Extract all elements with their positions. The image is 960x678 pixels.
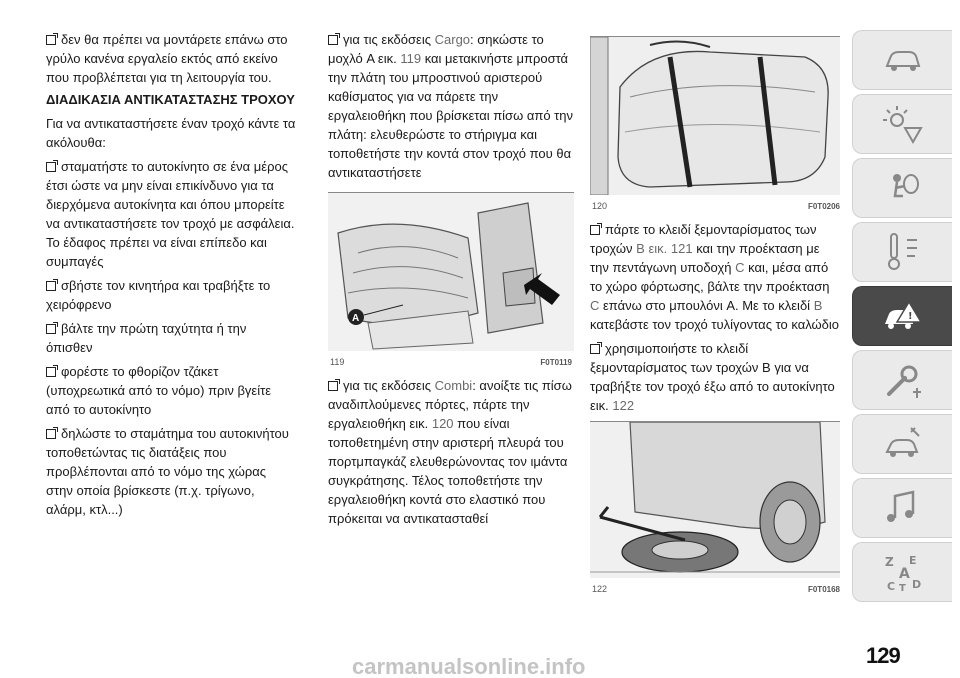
bullet-box-icon: [46, 162, 56, 172]
figure-number: 122: [592, 584, 608, 594]
figure-ref-122[interactable]: 122: [612, 398, 635, 413]
safety-airbag-icon: [881, 166, 925, 210]
figure-119-seat: [328, 192, 574, 350]
spare-wheel-illustration: [590, 422, 840, 578]
figure-code: F0T0206: [807, 202, 840, 211]
step-cargo-toolkit: για τις εκδόσεις Cargo: σηκώστε το μοχλό A εικ. 119 και μετακινήστε μπροστά την πλάτη του μπροστινού αριστερού καθίσματος για να πάρετε την εργαλειοθήκη που βρίσκεται πίσω από την πλάτη: ελευθερώστε το στήριγμα και τοποθετήστε την κοντά στον τροχό που θα αντικαταστήσετε: [328, 32, 574, 180]
watermark: carmanualsonline.info: [352, 654, 586, 678]
page-number: 129: [866, 643, 900, 668]
tab-multimedia[interactable]: [852, 478, 952, 538]
text-column-2: [328, 30, 574, 533]
bullet-box-icon: [46, 367, 56, 377]
index-letter: C: [886, 580, 895, 593]
tab-index[interactable]: [852, 542, 952, 602]
step-combi-toolkit: για τις εκδόσεις Combi: ανοίξτε τις πίσω αναδιπλούμενες πόρτες, πάρτε την εργαλειοθήκη εικ. 120 που είναι τοποθετημένη στην αριστερή πλευρά του πορτμπαγκάζ ελευθερώνοντας τον ιμάντα συγκράτησης. Τέλος τοποθετήστε την εργαλειοθήκη κοντά στο ελαστικό που πρόκειται να αντικατασταθεί: [328, 378, 572, 526]
figure-122-caption: [590, 577, 842, 593]
bullet-box-icon: [590, 225, 600, 235]
bullet-box-icon: [46, 324, 56, 334]
index-letter: A: [898, 566, 910, 582]
text-column-3: [590, 30, 842, 593]
starting-driving-icon: [881, 230, 925, 274]
svg-text:!: !: [907, 311, 913, 322]
bullet-box-icon: [590, 344, 600, 354]
toolbag-illustration: [590, 37, 840, 195]
bullet-box-icon: [46, 35, 56, 45]
figure-120-toolbag: [590, 36, 840, 194]
step-stop-vehicle: σταματήστε το αυτοκίνητο σε ένα μέρος έτσι ώστε να μην είναι επικίνδυνο για τα διερχόμενα αυτοκίνητα και όπου μπορείτε να αντικαταστήσετε τον τροχό με ασφάλεια. Το έδαφος πρέπει να είναι επίπεδο και συμπαγές: [46, 159, 295, 269]
step-jacket: φορέστε το φθορίζον τζάκετ (υποχρεωτικά από το νόμο) πριν βγείτε από το αυτοκίνητο: [46, 364, 272, 417]
car-info-icon: [881, 38, 925, 82]
tab-starting-driving[interactable]: [852, 222, 952, 282]
figure-code: F0T0119: [540, 358, 572, 367]
section-heading: ΔΙΑΔΙΚΑΣΙΑ ΑΝΤΙΚΑΤΑΣΤΑΣΗΣ ΤΡΟΧΟΥ: [46, 92, 295, 107]
bullet-box-icon: [46, 429, 56, 439]
index-letter: T: [898, 583, 906, 594]
dashboard-lights-icon: [881, 102, 925, 146]
seat-lever-illustration: [328, 193, 574, 351]
step-warning-devices: δηλώστε το σταμάτημα του αυτοκινήτου τοποθετώντας τις διατάξεις που προβλέπονται από το νόμο της χώρας στην οποία βρίσκεστε (π.χ. τρίγωνο, αλάρμ, κτλ...): [46, 426, 289, 517]
index-icon: [881, 550, 925, 594]
figure-ref-120[interactable]: 120: [431, 416, 454, 431]
chapter-tabs: [852, 30, 960, 606]
bullet-box-icon: [46, 281, 56, 291]
tab-maintenance[interactable]: [852, 350, 952, 410]
tab-technical-data[interactable]: [852, 414, 952, 474]
paragraph-tool-warning: δεν θα πρέπει να μοντάρετε επάνω στο γρύλο κανένα εργαλείο εκτός από εκείνο που προβλέπεται για τη λειτουργία του.: [46, 32, 288, 85]
technical-data-icon: [881, 422, 925, 466]
figure-number: 120: [592, 201, 608, 211]
figure-120-caption: [590, 194, 842, 210]
tab-dashboard-lights[interactable]: [852, 94, 952, 154]
step-take-wrench: πάρτε το κλειδί ξεμονταρίσματος των τροχών B εικ. 121 και την προέκταση με την πεντάγωνη υποδοχή C και, μέσα από το χώρο φόρτωσης, βάλτε την προέκταση C επάνω στο μπουλόνι A. Με το κλειδί B κατεβάστε τον τροχό τυλίγοντας το καλώδιο: [590, 222, 840, 332]
index-letter: Z: [884, 555, 894, 569]
bullet-box-icon: [328, 35, 338, 45]
bullet-box-icon: [328, 381, 338, 391]
index-letter: E: [908, 554, 917, 567]
step-engine-off: σβήστε τον κινητήρα και τραβήξτε το χειρόφρενο: [46, 278, 271, 312]
maintenance-icon: [881, 358, 925, 402]
tab-emergency[interactable]: [852, 286, 952, 346]
figure-119-caption: [328, 350, 574, 366]
step-pull-wheel: χρησιμοποιήστε το κλειδί ξεμονταρίσματος των τροχών B για να τραβήξτε τον τροχό έξω από το αυτοκίνητο εικ. 122: [590, 341, 835, 413]
multimedia-icon: [881, 486, 925, 530]
text-column-1: [46, 30, 296, 524]
figure-122-spare-wheel: [590, 421, 840, 577]
figure-ref-121[interactable]: εικ. 121: [648, 241, 693, 256]
figure-ref-119[interactable]: 119: [400, 51, 422, 66]
figure-label-a: A: [352, 313, 360, 324]
emergency-breakdown-icon: [881, 294, 925, 338]
figure-code: F0T0168: [807, 585, 840, 594]
tab-car-info[interactable]: [852, 30, 952, 90]
index-letter: D: [911, 578, 921, 591]
intro-paragraph: Για να αντικαταστήσετε έναν τροχό κάντε τα ακόλουθα:: [46, 116, 296, 150]
step-gear: βάλτε την πρώτη ταχύτητα ή την όπισθεν: [46, 321, 247, 355]
tab-safety[interactable]: [852, 158, 952, 218]
figure-number: 119: [330, 357, 345, 367]
